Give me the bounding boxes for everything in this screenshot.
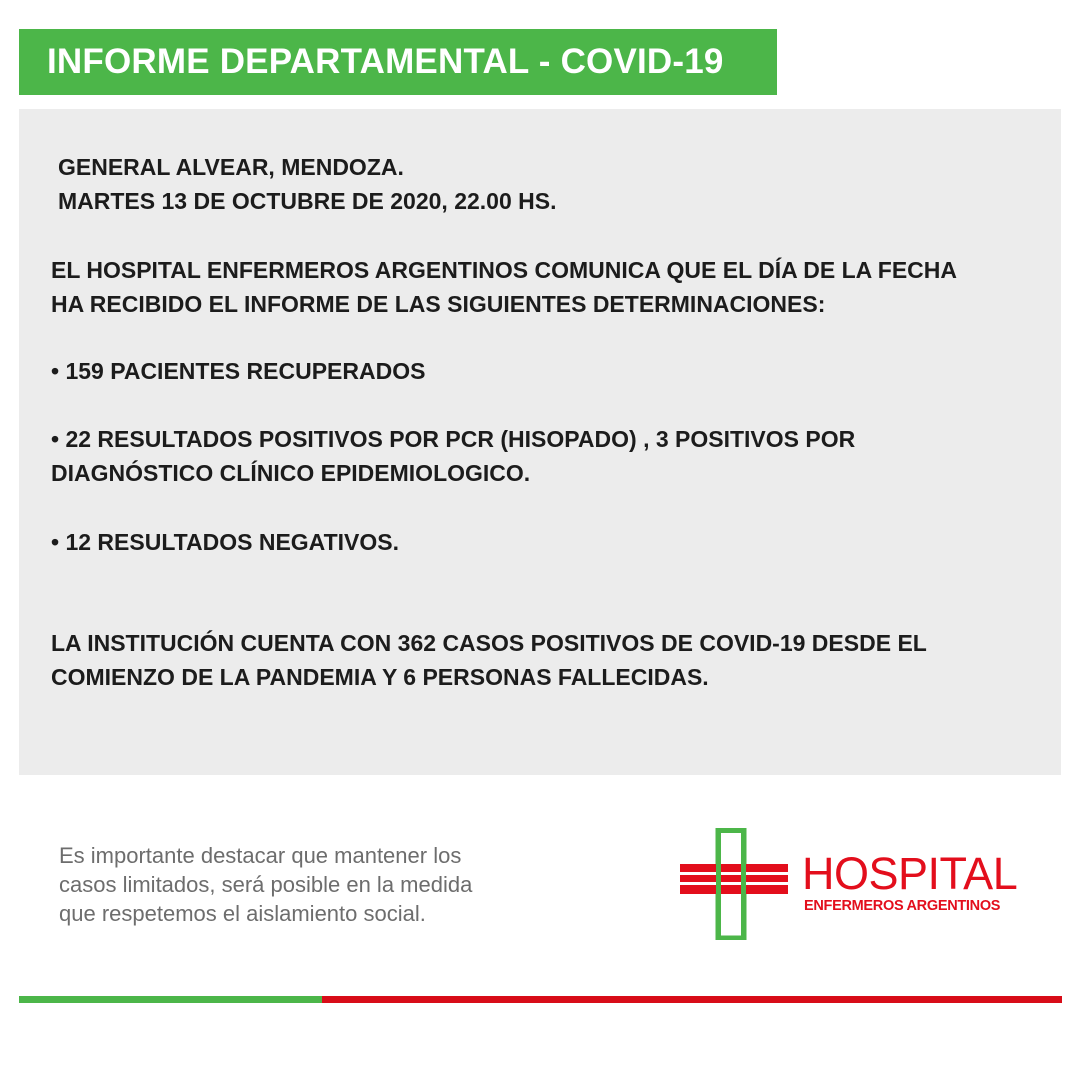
footer-note: [59, 841, 472, 928]
report-item-recovered: • 159 PACIENTES RECUPERADOS: [51, 358, 426, 384]
report-item-positive: • 22 RESULTADOS POSITIVOS POR PCR (HISOPADO) , 3 POSITIVOS POR: [51, 426, 856, 452]
footer-note-line: Es importante destacar que mantener los: [59, 843, 462, 868]
footer-stripe-green: [19, 996, 322, 1003]
report-intro-line: HA RECIBIDO EL INFORME DE LAS SIGUIENTES DETERMINACIONES:: [51, 291, 826, 317]
hospital-logo: [678, 828, 1028, 940]
report-item-positive-cont: DIAGNÓSTICO CLÍNICO EPIDEMIOLOGICO.: [51, 460, 531, 486]
report-location: GENERAL ALVEAR, MENDOZA.: [58, 154, 404, 180]
report-summary-line: COMIENZO DE LA PANDEMIA Y 6 PERSONAS FALLECIDAS.: [51, 664, 709, 690]
report-intro-line: EL HOSPITAL ENFERMEROS ARGENTINOS COMUNICA QUE EL DÍA DE LA FECHA: [51, 257, 957, 283]
page-title: INFORME DEPARTAMENTAL - COVID-19: [47, 42, 724, 81]
logo-name: HOSPITAL: [802, 848, 1018, 899]
report-datetime: MARTES 13 DE OCTUBRE DE 2020, 22.00 HS.: [58, 188, 557, 214]
report-item-negative: • 12 RESULTADOS NEGATIVOS.: [51, 529, 399, 555]
footer-note-line: que respetemos el aislamiento social.: [59, 901, 426, 926]
logo-subtitle: ENFERMEROS ARGENTINOS: [804, 898, 1001, 914]
footer-stripe-red: [322, 996, 1062, 1003]
report-summary-line: LA INSTITUCIÓN CUENTA CON 362 CASOS POSITIVOS DE COVID-19 DESDE EL: [51, 630, 927, 656]
hospital-cross-icon: [678, 828, 790, 940]
header-banner: [19, 29, 777, 95]
footer-note-line: casos limitados, será posible en la medida: [59, 872, 473, 897]
